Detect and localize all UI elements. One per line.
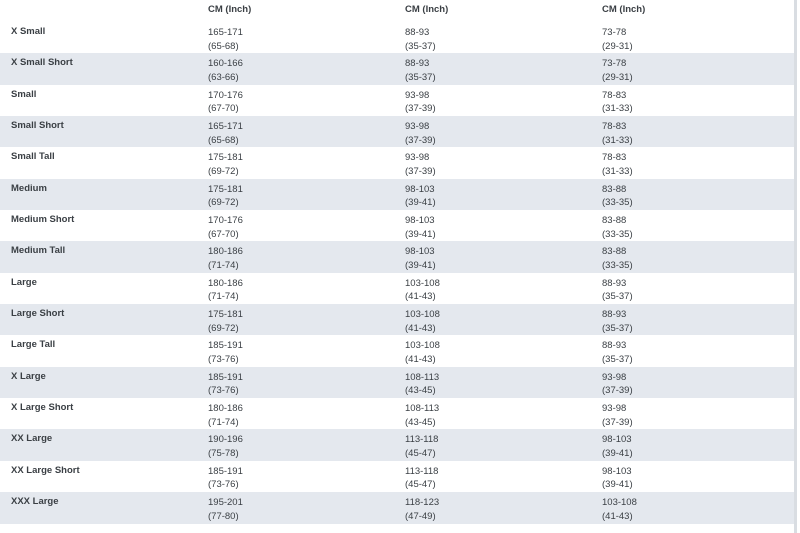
inch-value: (71-74) [208, 259, 239, 271]
measurement-cell-2 [405, 151, 436, 178]
cm-value: 165-171 [208, 121, 243, 133]
measurement-cell-1 [208, 402, 243, 429]
size-label: XXX Large [11, 496, 59, 508]
inch-value: (35-37) [602, 322, 633, 334]
cm-value: 98-103 [405, 246, 435, 258]
cm-value: 185-191 [208, 340, 243, 352]
measurement-cell-2 [405, 339, 440, 366]
measurement-cell-1 [208, 308, 243, 335]
cm-value: 88-93 [602, 340, 627, 352]
cm-value: 103-108 [405, 340, 440, 352]
table-header-row [0, 0, 797, 22]
measurement-cell-2 [405, 465, 438, 492]
cm-value: 103-108 [405, 277, 440, 289]
measurement-cell-3 [602, 57, 633, 84]
inch-value: (37-39) [602, 385, 633, 397]
inch-value: (65-68) [208, 134, 239, 146]
size-label: Medium [11, 182, 47, 194]
cm-value: 78-83 [602, 152, 627, 164]
cm-value: 98-103 [405, 215, 435, 227]
table-row [0, 429, 797, 460]
inch-value: (41-43) [602, 510, 633, 522]
measurement-cell-2 [405, 402, 439, 429]
inch-value: (35-37) [602, 291, 633, 303]
measurement-cell-1 [208, 183, 243, 210]
inch-value: (39-41) [405, 197, 436, 209]
measurement-cell-3 [602, 214, 633, 241]
cm-value: 175-181 [208, 309, 243, 321]
table-row [0, 461, 797, 492]
inch-value: (45-47) [405, 447, 436, 459]
inch-value: (71-74) [208, 416, 239, 428]
measurement-cell-1 [208, 371, 243, 398]
inch-value: (45-47) [405, 479, 436, 491]
inch-value: (73-76) [208, 385, 239, 397]
measurement-cell-3 [602, 120, 633, 147]
measurement-cell-3 [602, 433, 633, 460]
table-row [0, 273, 797, 304]
inch-value: (65-68) [208, 40, 239, 52]
measurement-cell-3 [602, 183, 633, 210]
cm-value: 83-88 [602, 183, 627, 195]
measurement-cell-1 [208, 120, 243, 147]
measurement-cell-2 [405, 120, 436, 147]
measurement-cell-2 [405, 89, 436, 116]
table-row [0, 335, 797, 366]
cm-value: 113-118 [405, 465, 439, 477]
cm-value: 180-186 [208, 246, 243, 258]
table-row [0, 53, 797, 84]
inch-value: (73-76) [208, 479, 239, 491]
cm-value: 93-98 [405, 121, 430, 133]
cm-value: 88-93 [405, 58, 430, 70]
size-label: Large Short [11, 308, 65, 320]
measurement-cell-3 [602, 308, 633, 335]
size-label: Medium Short [11, 214, 75, 226]
cm-value: 185-191 [208, 465, 243, 477]
measurement-cell-2 [405, 277, 440, 304]
size-label: Medium Tall [11, 245, 66, 257]
cm-value: 170-176 [208, 215, 243, 227]
measurement-cell-1 [208, 433, 243, 460]
measurement-cell-1 [208, 26, 243, 53]
cm-value: 103-108 [602, 497, 637, 509]
measurement-cell-2 [405, 496, 439, 523]
measurement-cell-2 [405, 245, 436, 272]
table-row [0, 147, 797, 178]
scrollbar-edge [794, 0, 797, 533]
measurement-cell-1 [208, 277, 243, 304]
inch-value: (43-45) [405, 385, 436, 397]
measurement-cell-2 [405, 433, 438, 460]
measurement-cell-3 [602, 89, 633, 116]
measurement-cell-3 [602, 465, 633, 492]
cm-value: 190-196 [208, 434, 243, 446]
measurement-cell-3 [602, 496, 637, 523]
size-label: XX Large [11, 433, 53, 445]
inch-value: (41-43) [405, 353, 436, 365]
inch-value: (63-66) [208, 71, 239, 83]
inch-value: (41-43) [405, 322, 436, 334]
size-label: XX Large Short [11, 464, 80, 476]
column-header-1: CM (Inch) [208, 4, 252, 15]
cm-value: 180-186 [208, 277, 243, 289]
cm-value: 185-191 [208, 371, 243, 383]
inch-value: (29-31) [602, 40, 633, 52]
inch-value: (39-41) [602, 447, 633, 459]
table-body [0, 22, 797, 524]
inch-value: (33-35) [602, 228, 633, 240]
cm-value: 78-83 [602, 89, 627, 101]
inch-value: (43-45) [405, 416, 436, 428]
cm-value: 88-93 [602, 277, 627, 289]
cm-value: 170-176 [208, 89, 243, 101]
size-label: Small Tall [11, 151, 55, 163]
measurement-cell-3 [602, 26, 633, 53]
inch-value: (47-49) [405, 510, 436, 522]
cm-value: 83-88 [602, 215, 627, 227]
cm-value: 175-181 [208, 183, 243, 195]
inch-value: (37-39) [602, 416, 633, 428]
size-label: Large [11, 276, 37, 288]
table-row [0, 210, 797, 241]
cm-value: 98-103 [602, 434, 632, 446]
measurement-cell-1 [208, 465, 243, 492]
cm-value: 165-171 [208, 27, 243, 38]
inch-value: (71-74) [208, 291, 239, 303]
inch-value: (35-37) [405, 40, 436, 52]
cm-value: 118-123 [405, 497, 440, 509]
measurement-cell-1 [208, 151, 243, 178]
measurement-cell-2 [405, 214, 436, 241]
measurement-cell-3 [602, 151, 633, 178]
measurement-cell-1 [208, 496, 243, 523]
cm-value: 98-103 [405, 183, 435, 195]
inch-value: (31-33) [602, 134, 633, 146]
cm-value: 160-166 [208, 58, 243, 70]
measurement-cell-3 [602, 245, 633, 272]
cm-value: 180-186 [208, 403, 243, 415]
measurement-cell-2 [405, 183, 436, 210]
table-row [0, 179, 797, 210]
inch-value: (33-35) [602, 259, 633, 271]
measurement-cell-1 [208, 57, 243, 84]
inch-value: (39-41) [405, 259, 436, 271]
measurement-cell-1 [208, 339, 243, 366]
table-row [0, 367, 797, 398]
size-label: X Small [11, 26, 46, 37]
cm-value: 103-108 [405, 309, 440, 321]
table-row [0, 398, 797, 429]
cm-value: 175-181 [208, 152, 243, 164]
size-label: X Large [11, 370, 46, 382]
inch-value: (41-43) [405, 291, 436, 303]
measurement-cell-2 [405, 308, 440, 335]
table-row [0, 304, 797, 335]
inch-value: (69-72) [208, 322, 239, 334]
inch-value: (69-72) [208, 165, 239, 177]
cm-value: 83-88 [602, 246, 627, 258]
cm-value: 88-93 [602, 309, 627, 321]
inch-value: (67-70) [208, 103, 239, 115]
cm-value: 195-201 [208, 497, 243, 509]
inch-value: (75-78) [208, 447, 239, 459]
inch-value: (37-39) [405, 134, 436, 146]
measurement-cell-2 [405, 26, 436, 53]
cm-value: 98-103 [602, 465, 632, 477]
inch-value: (67-70) [208, 228, 239, 240]
cm-value: 108-113 [405, 403, 440, 415]
cm-value: 93-98 [602, 371, 627, 383]
table-row [0, 85, 797, 116]
measurement-cell-3 [602, 402, 633, 429]
cm-value: 73-78 [602, 27, 627, 38]
cm-value: 93-98 [405, 152, 430, 164]
cm-value: 78-83 [602, 121, 627, 133]
inch-value: (37-39) [405, 103, 436, 115]
size-label: Small Short [11, 120, 64, 132]
column-header-3: CM (Inch) [602, 4, 646, 15]
inch-value: (35-37) [602, 353, 633, 365]
size-label: Small [11, 88, 37, 100]
measurement-cell-3 [602, 371, 633, 398]
cm-value: 113-118 [405, 434, 439, 446]
inch-value: (33-35) [602, 197, 633, 209]
inch-value: (29-31) [602, 71, 633, 83]
inch-value: (35-37) [405, 71, 436, 83]
inch-value: (77-80) [208, 510, 239, 522]
cm-value: 73-78 [602, 58, 627, 70]
measurement-cell-3 [602, 339, 633, 366]
table-row [0, 22, 797, 53]
column-header-2: CM (Inch) [405, 4, 449, 15]
cm-value: 93-98 [405, 89, 430, 101]
cm-value: 93-98 [602, 403, 627, 415]
inch-value: (39-41) [602, 479, 633, 491]
size-label: X Large Short [11, 402, 74, 414]
cm-value: 108-113 [405, 371, 440, 383]
inch-value: (31-33) [602, 165, 633, 177]
size-label: X Small Short [11, 57, 73, 69]
table-row [0, 116, 797, 147]
measurement-cell-1 [208, 89, 243, 116]
inch-value: (73-76) [208, 353, 239, 365]
inch-value: (37-39) [405, 165, 436, 177]
measurement-cell-1 [208, 245, 243, 272]
cm-value: 88-93 [405, 27, 430, 38]
inch-value: (31-33) [602, 103, 633, 115]
measurement-cell-2 [405, 57, 436, 84]
measurement-cell-2 [405, 371, 439, 398]
inch-value: (39-41) [405, 228, 436, 240]
measurement-cell-1 [208, 214, 243, 241]
size-label: Large Tall [11, 339, 56, 351]
table-row [0, 492, 797, 523]
inch-value: (69-72) [208, 197, 239, 209]
table-row [0, 241, 797, 272]
measurement-cell-3 [602, 277, 633, 304]
